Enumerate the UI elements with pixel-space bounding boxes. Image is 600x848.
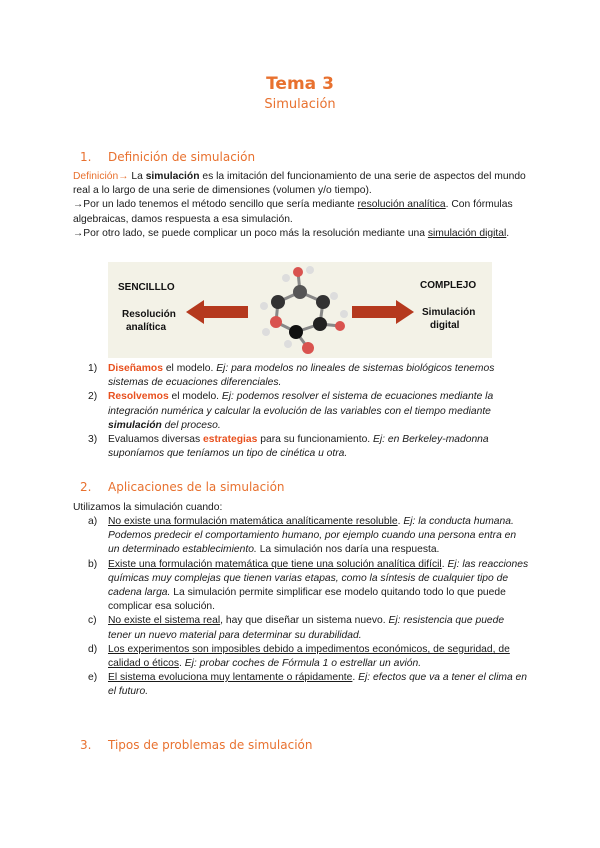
- figure-left-label-2: analítica: [126, 322, 167, 333]
- section-1-number: 1.: [80, 150, 92, 164]
- list-item: [88, 558, 530, 615]
- application-condition: No existe el sistema real: [108, 615, 221, 627]
- list-marker: e): [88, 672, 98, 684]
- definition-text: es la imitación del funcionamiento de una serie de aspectos del mundo real a lo largo de una serie de dimensiones (volumen y/o tiempo).: [73, 171, 526, 197]
- application-condition: El sistema evoluciona muy lentamente o rápidamente: [108, 672, 353, 684]
- application-condition: Los experimentos son imposibles debido a impedimentos económicos, de seguridad, de calidad o éticos: [108, 643, 510, 670]
- step-text-pre: Evaluamos diversas: [108, 434, 203, 446]
- application-text: La simulación permite simplificar ese modelo quitando todo lo que puede complicar esa solución.: [108, 587, 506, 613]
- definition-label: Definición→: [73, 171, 129, 182]
- step-example-bold: simulación: [108, 419, 162, 431]
- figure-left-title: SENCILLLO: [118, 282, 175, 293]
- application-example: Ej: resistencia que puede tener un nuevo material para determinar su durabilidad.: [108, 615, 505, 641]
- section-2-heading: [80, 480, 285, 494]
- section-3-heading: [80, 738, 312, 752]
- glucose-molecule-icon: [260, 266, 348, 354]
- list-marker: 1): [88, 363, 98, 374]
- step-text: el modelo.: [168, 391, 222, 403]
- step-example: Ej: podemos resolver el sistema de ecuaciones mediante la integración numérica y calcular la evolución de las variables con el tiempo mediante: [108, 391, 494, 417]
- application-separator: , hay que diseñar un sistema nuevo.: [220, 615, 389, 627]
- step-keyword: Resolvemos: [108, 391, 169, 403]
- section-2-number: 2.: [80, 480, 92, 494]
- list-marker: 2): [88, 391, 98, 403]
- application-example: Ej: la conducta humana. Podemos predecir el comportamiento humano, por ejemplo cuando una persona entra en un determinado establecimiento.: [108, 516, 517, 556]
- page-title: Tema 3: [266, 74, 334, 94]
- application-example: Ej: efectos que va a tener el clima en el futuro.: [108, 672, 527, 698]
- application-separator: .: [352, 672, 359, 684]
- application-separator: .: [178, 658, 185, 670]
- digital-simulation-term: simulación digital: [427, 227, 507, 239]
- list-item: [88, 643, 530, 671]
- right-arrow-icon: [352, 300, 414, 324]
- step-example: Ej: en Berkeley-madonna suponíamos que teníamos un tipo de cinética u otra.: [108, 434, 489, 460]
- analytic-text-post: . Con fórmulas algebraicas, damos respuesta a esa simulación.: [73, 199, 513, 225]
- step-text: el modelo.: [162, 363, 217, 374]
- list-marker: 3): [88, 434, 98, 446]
- analytic-text-pre: →Por un lado tenemos el método sencillo que sería mediante: [73, 199, 358, 211]
- definition-text-pre: La: [128, 171, 146, 182]
- left-arrow-icon: [186, 300, 248, 324]
- section-1-heading: [80, 150, 255, 164]
- section-2-intro: Utilizamos la simulación cuando:: [73, 502, 223, 513]
- step-example-end: del proceso.: [161, 419, 221, 431]
- figure-right-label-1: Simulación: [422, 307, 476, 318]
- definition-term: simulación: [145, 171, 200, 182]
- section-2-title: Aplicaciones de la simulación: [108, 480, 285, 494]
- list-marker: a): [88, 516, 98, 527]
- application-example: Ej: probar coches de Fórmula 1 o estrellar un avión.: [184, 658, 422, 670]
- list-item: [88, 433, 530, 461]
- step-keyword: Diseñamos: [108, 363, 163, 374]
- figure-left-label-1: Resolución: [122, 309, 176, 320]
- application-text: La simulación nos daría una respuesta.: [256, 544, 440, 556]
- step-keyword: estrategias: [203, 434, 258, 446]
- molecule-illustration: [108, 262, 492, 358]
- list-item: [88, 515, 530, 558]
- applications-list: [88, 515, 530, 700]
- list-marker: c): [88, 615, 97, 627]
- step-text: para su funcionamiento.: [257, 434, 374, 446]
- application-condition: No existe una formulación matemática analíticamente resoluble: [108, 516, 398, 527]
- application-separator: .: [441, 558, 448, 570]
- list-item: [88, 671, 530, 699]
- section-3-number: 3.: [80, 738, 92, 752]
- section-1-title: Definición de simulación: [108, 150, 256, 164]
- simulation-figure: [108, 262, 492, 358]
- analytic-resolution-term: resolución analítica: [357, 199, 446, 211]
- list-marker: d): [88, 643, 98, 655]
- application-condition: Existe una formulación matemática que tiene una solución analítica difícil: [108, 558, 442, 570]
- list-marker: b): [88, 558, 98, 570]
- application-separator: .: [397, 516, 404, 527]
- digital-text-post: .: [506, 227, 510, 239]
- digital-text-pre: →Por otro lado, se puede complicar un poco más la resolución mediante una: [73, 227, 428, 239]
- modeling-steps-list: [88, 362, 530, 461]
- page-subtitle: Simulación: [264, 97, 336, 112]
- application-example: Ej: las reacciones químicas muy complejas que tienen varias etapas, como la síntesis de cualquier tipo de cadena larga.: [108, 558, 529, 599]
- list-item: [88, 390, 530, 433]
- definition-paragraph: [73, 170, 533, 241]
- figure-right-label-2: digital: [430, 320, 460, 331]
- figure-right-title: COMPLEJO: [420, 280, 477, 291]
- section-3-title: Tipos de problemas de simulación: [108, 738, 313, 752]
- step-example: Ej: para modelos no lineales de sistemas biológicos tenemos sistemas de ecuaciones diferenciales.: [108, 363, 495, 389]
- list-item: [88, 614, 530, 642]
- list-item: [88, 362, 530, 390]
